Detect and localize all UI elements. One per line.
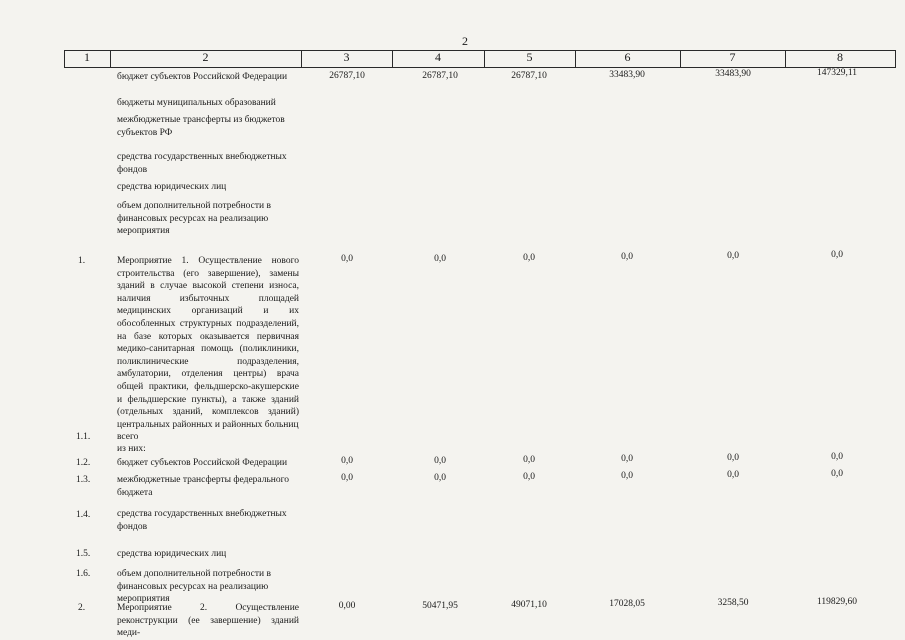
row-label: средства государственных внебюджетных фондов — [117, 509, 287, 532]
value-cell: 0,0 — [523, 455, 535, 465]
value-cell: 33483,90 — [609, 70, 645, 80]
value-cell: 0,0 — [341, 473, 353, 483]
value-cell: 0,0 — [434, 473, 446, 483]
value-cell: 26787,10 — [422, 71, 458, 81]
page-number: 2 — [462, 34, 468, 48]
value-cell: 49071,10 — [511, 600, 547, 610]
col-divider — [895, 50, 896, 67]
header-col-4: 4 — [435, 50, 441, 64]
row-label: бюджеты муниципальных образований — [117, 98, 276, 108]
row-label: межбюджетные трансферты федерального бюджета — [117, 475, 290, 498]
row-label: межбюджетные трансферты из бюджетов субъектов РФ — [117, 115, 285, 138]
row-label: бюджет субъектов Российской Федерации — [117, 458, 288, 468]
header-col-7: 7 — [729, 50, 736, 64]
value-cell: 0,0 — [523, 472, 535, 482]
value-cell: 0,0 — [341, 456, 353, 466]
row-number: 1.2. — [76, 458, 91, 468]
measure-description: Мероприятие 2. Осуществление реконструкции (ее завершение) зданий меди- — [117, 603, 299, 639]
value-cell: 0,0 — [341, 254, 353, 264]
value-cell: 0,0 — [831, 250, 843, 260]
value-cell: 26787,10 — [511, 71, 547, 81]
row-number: 1.6. — [76, 569, 91, 579]
header-col-3: 3 — [343, 50, 350, 64]
value-cell: 0,0 — [621, 471, 633, 481]
value-cell: 0,0 — [727, 470, 739, 480]
row-number: 1.5. — [76, 549, 91, 559]
row-label: всего — [117, 432, 139, 442]
value-cell: 0,0 — [831, 452, 843, 462]
row-label: средства юридических лиц — [117, 549, 227, 559]
row-number: 1. — [78, 256, 86, 266]
value-cell: 0,0 — [434, 254, 446, 264]
row-label: из них: — [117, 444, 146, 454]
row-number: 1.1. — [76, 432, 91, 442]
header-col-1: 1 — [84, 50, 90, 64]
measure-description: Мероприятие 1. Осуществление нового строительства (его завершение), замены зданий в случае высокой степени износа, наличия избыточных площадей медицинских организаций и их обособленных структурных подразделений, на базе которых оказывается первичная медико-санитарная помощь (поликлиники, поликлинические подразделения, амбулатории, отделения центры) врача общей практики, фельдшерско-акушерские и фельдшерские пункты), а также зданий (отдельных зданий, комплексов зданий) центральных районных и районных больниц — [117, 256, 299, 430]
value-cell: 0,0 — [621, 252, 633, 262]
value-cell: 0,0 — [831, 469, 843, 479]
value-cell: 33483,90 — [715, 69, 751, 79]
value-cell: 50471,95 — [422, 601, 458, 611]
value-cell: 0,0 — [523, 253, 535, 263]
row-label: средства юридических лиц — [117, 182, 227, 192]
header-col-8: 8 — [837, 50, 843, 64]
value-cell: 17028,05 — [609, 599, 645, 609]
value-cell: 26787,10 — [329, 71, 365, 81]
header-col-6: 6 — [624, 50, 631, 64]
value-cell: 0,0 — [434, 456, 446, 466]
value-cell: 0,00 — [338, 601, 356, 611]
row-number: 2. — [78, 603, 86, 613]
row-label: бюджет субъектов Российской Федерации — [117, 72, 288, 82]
header-col-2: 2 — [202, 50, 209, 64]
header-bottom-rule — [64, 67, 896, 68]
row-label: средства государственных внебюджетных фондов — [117, 152, 287, 175]
value-cell: 0,0 — [727, 251, 739, 261]
header-col-5: 5 — [526, 50, 533, 64]
row-label: объем дополнительной потребности в финансовых ресурсах на реализацию мероприятия — [117, 201, 271, 237]
value-cell: 119829,60 — [816, 597, 858, 607]
value-cell: 147329,11 — [816, 68, 858, 78]
value-cell: 0,0 — [727, 453, 739, 463]
row-number: 1.4. — [76, 510, 91, 520]
value-cell: 0,0 — [621, 454, 633, 464]
row-number: 1.3. — [76, 475, 91, 485]
row-label: объем дополнительной потребности в финансовых ресурсах на реализацию мероприятия — [117, 569, 271, 605]
value-cell: 3258,50 — [717, 598, 749, 608]
